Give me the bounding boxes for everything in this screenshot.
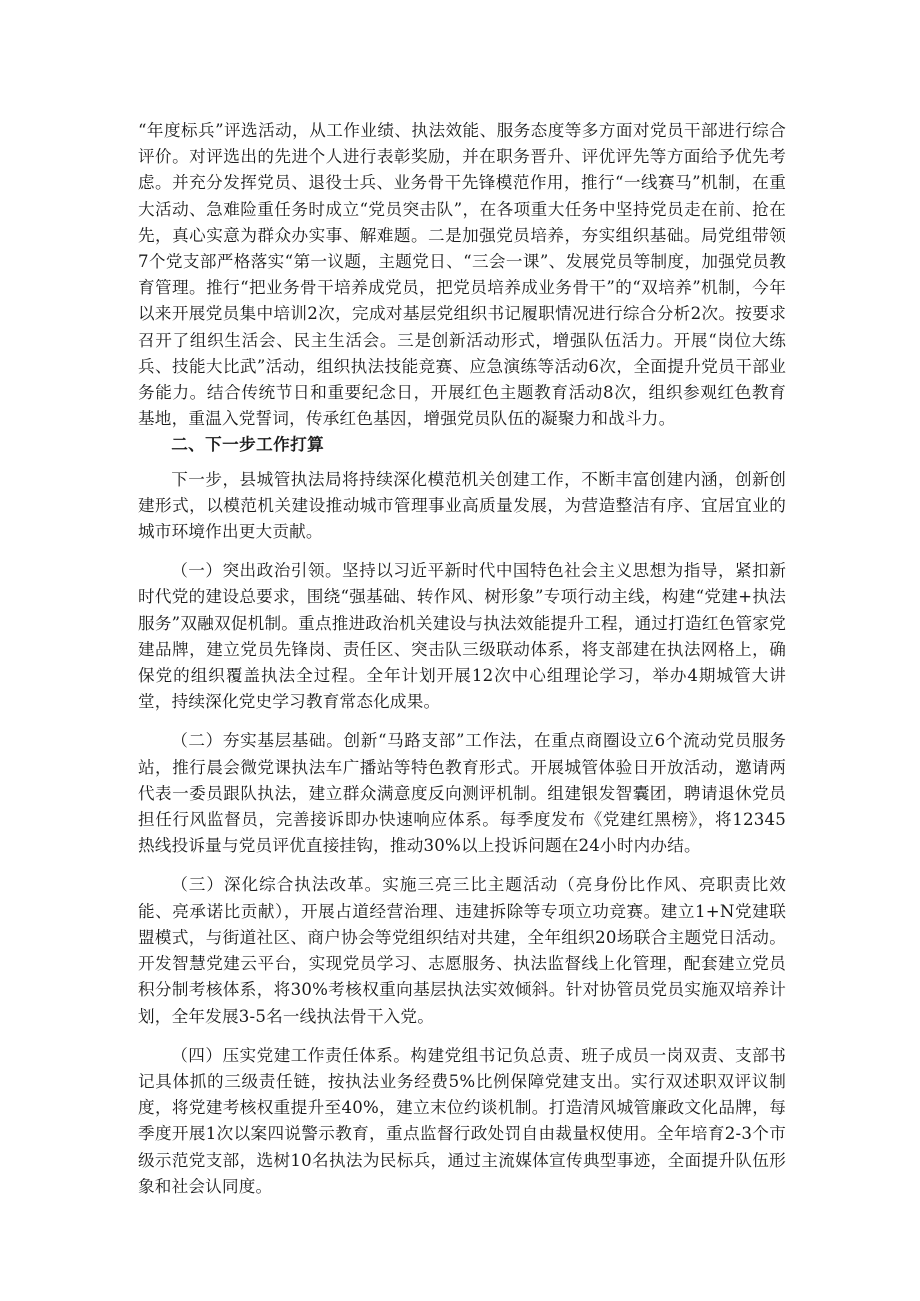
section-heading: 二、下一步工作打算	[171, 435, 325, 455]
intro-paragraph: 下一步，县城管执法局将持续深化模范机关创建工作，不断丰富创建内涵，创新创建形式，以模范机关建设推动城市管理事业高质量发展，为营造整洁有序、宜居宜业的城市环境作出更大贡献。	[138, 469, 786, 542]
continuation-paragraph: “年度标兵”评选活动，从工作业绩、执法效能、服务态度等多方面对党员干部进行综合评价。对评选出的先进个人进行表彰奖励，并在职务晋升、评优评先等方面给予优先考虑。并充分发挥党员、退役士兵、业务骨干先锋模范作用，推行“一线赛马”机制，在重大活动、急难险重任务时成立“党员突击队”，在各项重大任务中坚持党员走在前、抢在先，真心实意为群众办实事、解难题。二是加强党员培养，夯实组织基础。局党组带领7个党支部严格落实“第一议题，主题党日、“三会一课”、发展党员等制度，加强党员教育管理。推行“把业务骨干培养成党员，把党员培养成业务骨干”的“双培养”机制，今年以来开展党员集中培训2次，完成对基层党组织书记履职情况进行综合分析2次。按要求召开了组织生活会、民主生活会。三是创新活动形式，增强队伍活力。开展“岗位大练兵、技能大比武”活动，组织执法技能竞赛、应急演练等活动6次，全面提升党员干部业务能力。结合传统节日和重要纪念日，开展红色主题教育活动8次，组织参观红色教育基地，重温入党誓词，传承红色基因，增强党员队伍的凝聚力和战斗力。	[138, 121, 786, 429]
document-page	[138, 118, 786, 1200]
item-political-leadership: （一）突出政治引领。坚持以习近平新时代中国特色社会主义思想为指导，紧扣新时代党的建设总要求，围绕“强基础、转作风、树形象”专项行动主线，构建“党建+执法服务”双融双促机制。重点推进政治机关建设与执法效能提升工程，通过打造红色管家党建品牌，建立党员先锋岗、责任区、突击队三级联动体系，将支部建在执法网格上，确保党的组织覆盖执法全过程。全年计划开展12次中心组理论学习，举办4期城管大讲堂，持续深化党史学习教育常态化成果。	[138, 561, 786, 712]
item-enforcement-reform: （三）深化综合执法改革。实施三亮三比主题活动（亮身份比作风、亮职责比效能、亮承诺比贡献），开展占道经营治理、违建拆除等专项立功竞赛。建立1+N党建联盟模式，与街道社区、商户协会等党组织结对共建，全年组织20场联合主题党日活动。开发智慧党建云平台，实现党员学习、志愿服务、执法监督线上化管理，配套建立党员积分制考核体系，将30%考核权重向基层执法实效倾斜。针对协管员党员实施双培养计划，全年发展3-5名一线执法骨干入党。	[138, 875, 786, 1026]
item-responsibility-system: （四）压实党建工作责任体系。构建党组书记负总责、班子成员一岗双责、支部书记具体抓的三级责任链，按执法业务经费5%比例保障党建支出。实行双述职双评议制度，将党建考核权重提升至40%，建立末位约谈机制。打造清风城管廉政文化品牌，每季度开展1次以案四说警示教育，重点监督行政处罚自由裁量权使用。全年培育2-3个市级示范党支部，选树10名执法为民标兵，通过主流媒体宣传典型事迹，全面提升队伍形象和社会认同度。	[138, 1045, 786, 1196]
item-grassroots-foundation: （二）夯实基层基础。创新“马路支部”工作法，在重点商圈设立6个流动党员服务站，推行晨会微党课执法车广播站等特色教育形式。开展城管体验日开放活动，邀请两代表一委员跟队执法，建立群众满意度反向测评机制。组建银发智囊团，聘请退休党员担任行风监督员，完善接诉即办快速响应体系。每季度发布《党建红黑榜》，将12345热线投诉量与党员评优直接挂钩，推动30%以上投诉问题在24小时内办结。	[138, 731, 786, 856]
